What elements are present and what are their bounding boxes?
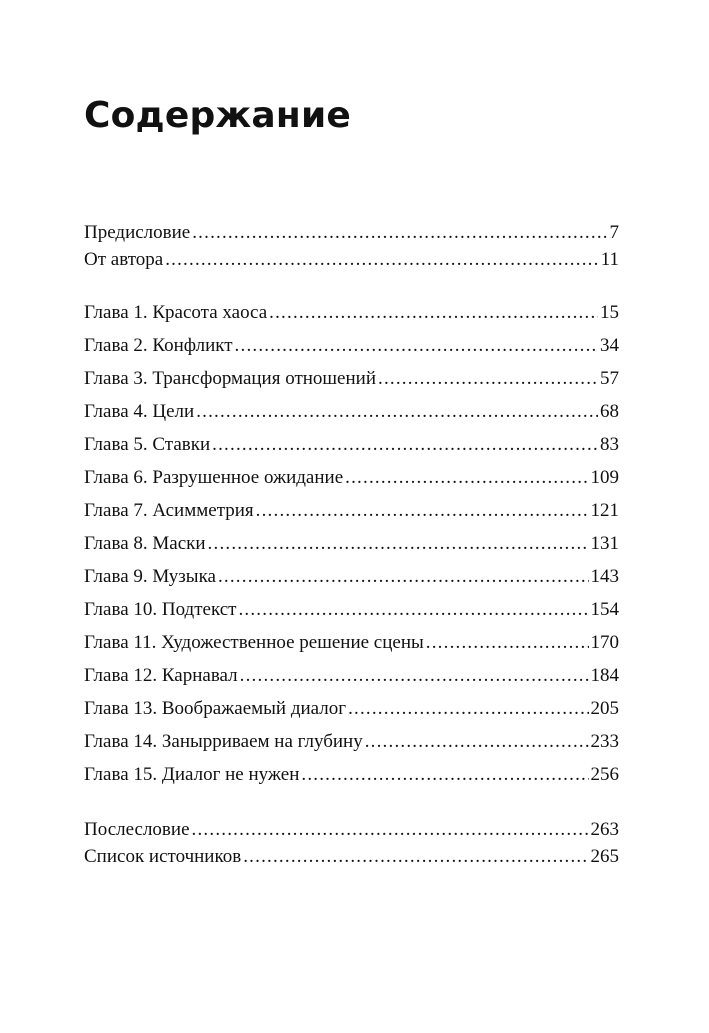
toc-entry-from-author[interactable]: [84, 247, 619, 274]
dot-leader: [345, 465, 588, 491]
toc-entry-page: 143: [590, 566, 619, 587]
dot-leader: [208, 531, 589, 557]
dot-leader: [256, 498, 589, 524]
toc-chapters: [84, 300, 619, 795]
toc-entry-page: 170: [590, 632, 619, 653]
dot-leader: [165, 247, 599, 273]
toc-entry-page: 205: [590, 698, 619, 719]
toc-back-matter: [84, 817, 619, 871]
toc-entry-label: Глава 2. Конфликт: [84, 335, 233, 356]
toc-entry-chapter-13[interactable]: [84, 696, 619, 729]
toc-front-matter: [84, 220, 619, 274]
toc-entry-label: Послесловие: [84, 819, 190, 840]
dot-leader: [301, 762, 588, 788]
dot-leader: [426, 630, 589, 656]
toc-entry-page: 109: [590, 467, 619, 488]
toc-entry-page: 11: [600, 249, 619, 270]
toc-entry-label: От автора: [84, 249, 164, 270]
toc-entry-page: 265: [590, 846, 619, 867]
dot-leader: [238, 597, 588, 623]
toc-entry-label: Глава 4. Цели: [84, 401, 195, 422]
toc-entry-page: 57: [600, 368, 619, 389]
dot-leader: [196, 399, 598, 425]
toc-entry-page: 154: [590, 599, 619, 620]
toc-entry-label: Глава 5. Ставки: [84, 434, 211, 455]
toc-entry-page: 15: [600, 302, 619, 323]
toc-entry-page: 263: [590, 819, 619, 840]
toc-entry-chapter-7[interactable]: [84, 498, 619, 531]
toc-entry-label: Глава 10. Подтекст: [84, 599, 237, 620]
dot-leader: [218, 564, 589, 590]
toc-entry-page: 68: [600, 401, 619, 422]
toc-entry-chapter-1[interactable]: [84, 300, 619, 333]
dot-leader: [348, 696, 588, 722]
toc-entry-page: 256: [590, 764, 619, 785]
dot-leader: [240, 663, 589, 689]
toc-entry-page: 233: [590, 731, 619, 752]
dot-leader: [378, 366, 598, 392]
toc-entry-preface[interactable]: [84, 220, 619, 247]
toc-entry-label: Глава 8. Маски: [84, 533, 206, 554]
dot-leader: [235, 333, 598, 359]
toc-entry-afterword[interactable]: [84, 817, 619, 844]
toc-entry-label: Глава 7. Асимметрия: [84, 500, 254, 521]
toc-entry-page: 131: [590, 533, 619, 554]
toc-entry-chapter-10[interactable]: [84, 597, 619, 630]
toc-entry-chapter-3[interactable]: [84, 366, 619, 399]
toc-entry-page: 7: [609, 222, 619, 243]
toc-entry-label: Глава 3. Трансформация отношений: [84, 368, 376, 389]
toc-entry-page: 184: [590, 665, 619, 686]
toc-entry-chapter-6[interactable]: [84, 465, 619, 498]
toc-entry-chapter-2[interactable]: [84, 333, 619, 366]
dot-leader: [365, 729, 589, 755]
toc-entry-label: Предисловие: [84, 222, 191, 243]
toc-entry-label: Глава 9. Музыка: [84, 566, 216, 587]
toc-entry-label: Глава 1. Красота хаоса: [84, 302, 268, 323]
toc-entry-chapter-5[interactable]: [84, 432, 619, 465]
toc-entry-page: 83: [600, 434, 619, 455]
toc-entry-page: 34: [600, 335, 619, 356]
toc-entry-chapter-12[interactable]: [84, 663, 619, 696]
toc-entry-label: Глава 13. Воображаемый диалог: [84, 698, 347, 719]
toc-entry-chapter-15[interactable]: [84, 762, 619, 795]
dot-leader: [192, 817, 589, 843]
toc-entry-label: Глава 12. Карнавал: [84, 665, 238, 686]
toc-entry-label: Список источников: [84, 846, 242, 867]
toc-entry-chapter-9[interactable]: [84, 564, 619, 597]
toc-entry-chapter-8[interactable]: [84, 531, 619, 564]
dot-leader: [212, 432, 598, 458]
dot-leader: [192, 220, 607, 246]
toc-entry-label: Глава 11. Художественное решение сцены: [84, 632, 424, 653]
toc-entry-sources[interactable]: [84, 844, 619, 871]
toc-entry-label: Глава 14. Занырриваем на глубину: [84, 731, 363, 752]
toc-entry-chapter-11[interactable]: [84, 630, 619, 663]
toc-entry-chapter-14[interactable]: [84, 729, 619, 762]
toc-entry-label: Глава 6. Разрушенное ожидание: [84, 467, 344, 488]
toc-entry-page: 121: [590, 500, 619, 521]
dot-leader: [269, 300, 598, 326]
page-title: Содержание: [84, 95, 352, 136]
dot-leader: [243, 844, 588, 870]
toc-entry-chapter-4[interactable]: [84, 399, 619, 432]
toc-entry-label: Глава 15. Диалог не нужен: [84, 764, 300, 785]
